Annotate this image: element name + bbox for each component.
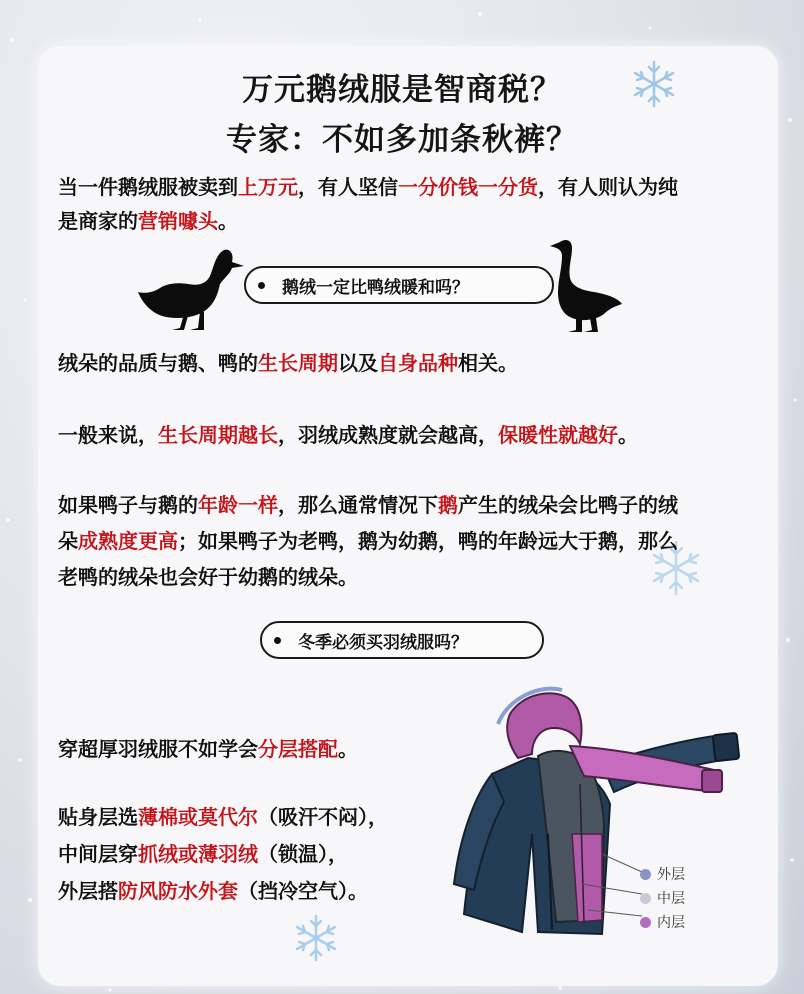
page-title-line2: 专家：不如多加条秋裤？ (226, 122, 578, 158)
section2-line2: 贴身层选薄棉或莫代尔（吸汗不闷）， (58, 805, 388, 829)
page-title-line1: 万元鹅绒服是智商税？ (242, 72, 562, 108)
intro-line1: 当一件鹅绒服被卖到上万元，有人坚信一分价钱一分货，有人则认为纯 (58, 175, 678, 199)
goose-silhouette-icon (546, 236, 626, 334)
legend-middle: 中层 (640, 888, 685, 908)
middle-layer-swatch-icon (640, 893, 651, 904)
section1-line2: 一般来说，生长周期越长，羽绒成熟度就会越高，保暖性就越好。 (58, 423, 638, 447)
legend-inner: 内层 (640, 912, 685, 932)
section2-line3: 中间层穿抓绒或薄羽绒（锁温）， (58, 842, 348, 866)
snowflake-icon (628, 58, 680, 110)
snowflake-icon (290, 912, 342, 964)
question-pill-1: 鹅绒一定比鸭绒暖和吗？ (244, 266, 554, 304)
intro-line2: 是商家的营销噱头。 (58, 209, 238, 233)
section1-line1: 绒朵的品质与鹅、鸭的生长周期以及自身品种相关。 (58, 351, 518, 375)
jacket-illustration-icon (452, 684, 748, 946)
bullet-icon (274, 637, 281, 644)
section2-line1: 穿超厚羽绒服不如学会分层搭配。 (58, 737, 358, 761)
outer-layer-swatch-icon (640, 869, 651, 880)
section1-line5: 老鸭的绒朵也会好于幼鹅的绒朵。 (58, 565, 358, 589)
section2-line4: 外层搭防风防水外套（挡冷空气）。 (58, 879, 368, 903)
section1-line3: 如果鸭子与鹅的年龄一样，那么通常情况下鹅产生的绒朵会比鸭子的绒 (58, 493, 678, 517)
section1-line4: 朵成熟度更高；如果鸭子为老鸭，鹅为幼鹅，鸭的年龄远大于鹅，那么 (58, 529, 678, 553)
inner-layer-swatch-icon (640, 917, 651, 928)
question-pill-2: 冬季必须买羽绒服吗？ (260, 621, 544, 659)
legend-outer: 外层 (640, 864, 685, 884)
duck-silhouette-icon (136, 240, 246, 332)
bullet-icon (258, 282, 265, 289)
